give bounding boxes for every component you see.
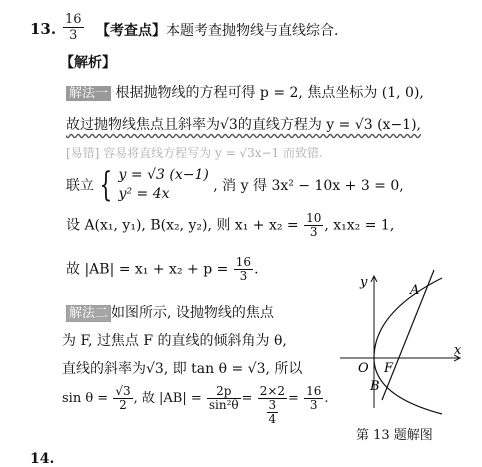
system-suffix: , 消 y 得 3x² − 10x + 3 = 0, [213,178,404,194]
method2-line4 [62,385,328,426]
problem-number: 13. [30,20,57,38]
method2-line2: 为 F, 过焦点 F 的直线的倾斜角为 θ, [62,333,287,349]
figure-diagram [338,268,468,418]
kaodian-label: 【考查点】 [96,23,166,39]
m2-frac1-den: 2 [119,398,127,412]
method2-line3: 直线的斜率为√3, 即 tan θ = √3, 所以 [62,361,303,377]
line4-a: 设 A(x₁, y₁), B(x₂, y₂), 则 x₁ + x₂ = [66,217,299,234]
m2-frac4-num: 16 [306,384,322,398]
system-equations [119,166,209,204]
method1-line5 [66,256,259,283]
label-B: B [370,379,380,394]
focal-line [382,270,434,400]
system-brace: { [99,165,113,205]
answer-denominator: 3 [69,28,78,43]
m2-sin-a: sin θ = [62,391,109,406]
label-y: y [360,275,368,290]
method1-line2: 故过抛物线焦点且斜率为√3的直线方程为 y = √3 (x−1), [66,117,422,133]
kaodian-text: 本题考查抛物线与直线综合. [166,23,339,39]
jiexi-label: 【解析】 [60,55,116,71]
label-A: A [410,283,420,298]
system-prefix: 联立 [66,178,94,194]
m2-d: = [288,391,299,406]
method1-line1 [66,82,424,102]
method2-tag: 解法二 [66,305,111,322]
system-line [66,166,404,204]
line4-den: 3 [309,225,318,239]
yicuo-note: [易错] 容易将直线方程写为 y = √3x−1 而致错. [66,146,323,160]
method1-line4 [66,212,394,239]
method1-line1-text: 根据抛物线的方程可得 p = 2, 焦点坐标为 (1, 0), [115,85,424,101]
line4-num: 10 [306,211,322,225]
m2-frac1-num: √3 [115,384,131,398]
cutoff-previous-line [0,0,482,2]
m2-b: , 故 |AB| = [133,391,202,406]
method1-tag: 解法一 [66,86,111,101]
m2-frac2-num: 2p [207,385,241,399]
line4-b: , x₁x₂ = 1, [324,217,395,234]
label-O: O [358,361,369,376]
m2-c: = [241,391,253,406]
line5-den: 3 [239,269,248,283]
m2-frac3-num: 2×2 [259,384,286,398]
m2-frac3-den-den: 4 [268,412,277,426]
m2-frac4-den: 3 [309,398,318,412]
method2-line1 [66,302,274,322]
answer-numerator: 16 [65,12,82,27]
label-x: x [454,343,462,358]
m2-e: . [324,391,329,406]
line5-num: 16 [235,255,252,269]
figure-caption: 第 13 题解图 [356,428,433,443]
line5-b: . [254,261,259,278]
kaodian-line [96,20,338,40]
answer-fraction [62,12,85,43]
next-problem-number: 14. [30,451,55,467]
label-F: F [384,361,394,376]
method2-line1-text: 如图所示, 设抛物线的焦点 [111,305,274,321]
system-eq2: y² = 4x [118,186,170,202]
system-eq1: y = √3 (x−1) [118,167,209,183]
m2-frac2-den: sin²θ [208,398,239,412]
line5-a: 故 |AB| = x₁ + x₂ + p = [66,261,229,278]
m2-frac3-den-num: 3 [268,398,277,412]
